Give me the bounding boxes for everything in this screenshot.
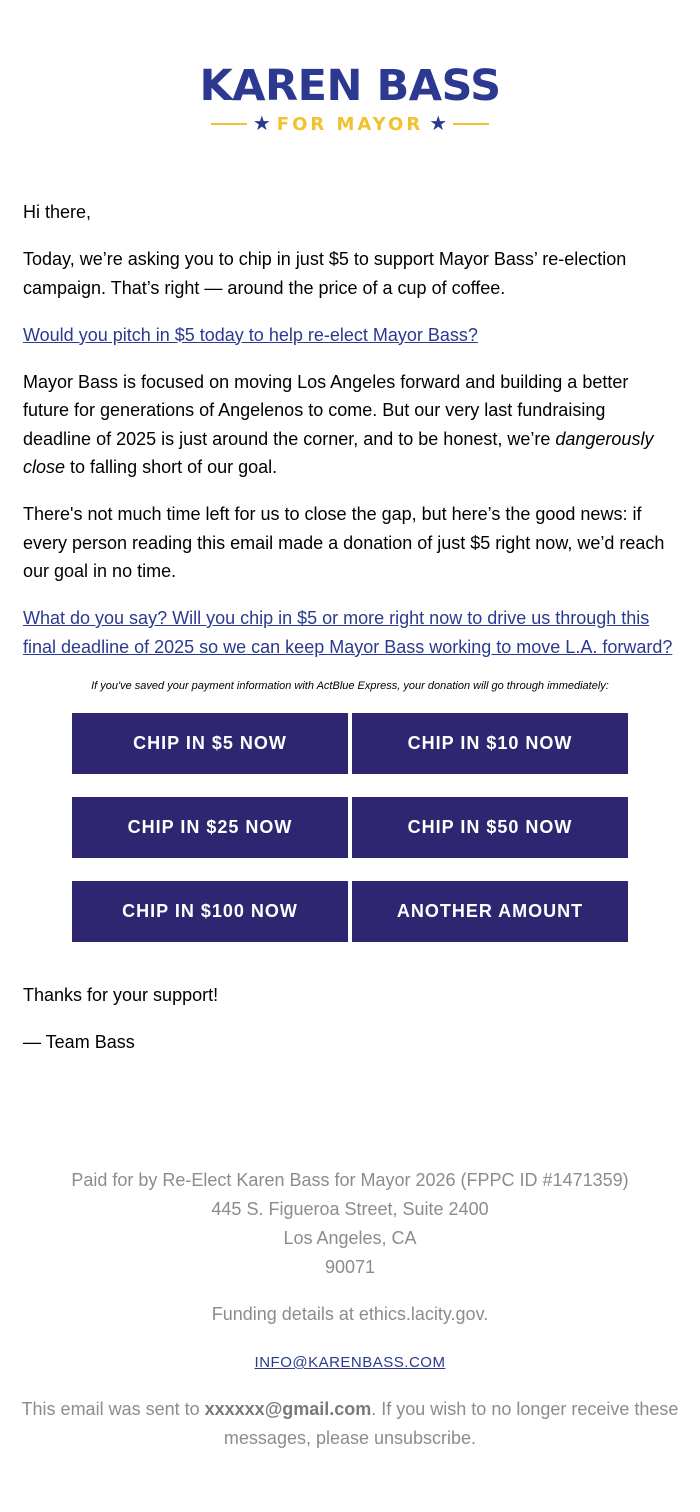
zip-code: 90071	[324, 1257, 376, 1277]
chip-in-10-button[interactable]: CHIP IN $10 NOW	[352, 713, 628, 774]
unsubscribe-text[interactable]: . If you wish to no longer receive these messages, please unsubscribe.	[223, 1399, 679, 1448]
greeting: Hi there,	[23, 202, 92, 222]
deadline-emphasis: dangerously close	[23, 428, 654, 477]
paid-for-disclaimer: Paid for by Re-Elect Karen Bass for Mayor 2026 (FPPC ID #1471359)	[71, 1170, 629, 1190]
logo-rule-right	[453, 123, 489, 125]
email-footer	[0, 1166, 700, 1453]
chip-in-100-button[interactable]: CHIP IN $100 NOW	[72, 881, 348, 942]
recipient-notice	[0, 1395, 700, 1453]
another-amount-button[interactable]: ANOTHER AMOUNT	[352, 881, 628, 942]
signoff-line: — Team Bass	[23, 1031, 135, 1052]
good-news-paragraph: There's not much time left for us to close the gap, but here’s the good news: if every person reading this email made a donation of just $5 right now, we’d reach our goal in no time.	[23, 504, 665, 581]
deadline-text-end: to falling short of our goal.	[65, 457, 278, 477]
donation-button-grid	[72, 713, 628, 942]
logo-rule-left	[211, 123, 247, 125]
chip-in-50-button[interactable]: CHIP IN $50 NOW	[352, 797, 628, 858]
chip-in-25-button[interactable]: CHIP IN $25 NOW	[72, 797, 348, 858]
address-line-2: Los Angeles, CA	[283, 1228, 417, 1248]
logo-name: KAREN BASS	[199, 61, 501, 111]
address-line-1: 445 S. Figueroa Street, Suite 2400	[211, 1199, 489, 1219]
contact-email-row	[0, 1347, 700, 1377]
campaign-logo	[0, 60, 700, 136]
closing-section	[23, 981, 218, 1074]
recipient-email: xxxxxx@gmail.com	[204, 1399, 372, 1419]
donate-link-paragraph-2	[23, 604, 675, 661]
donate-link-primary[interactable]: Would you pitch in $5 today to help re-elect Mayor Bass?	[23, 324, 478, 345]
donate-link-paragraph	[23, 321, 675, 350]
logo-subtitle: FOR MAYOR	[276, 113, 424, 135]
contact-email-link[interactable]: INFO@KARENBASS.COM	[254, 1354, 446, 1371]
intro-paragraph: Today, we’re asking you to chip in just $5 to support Mayor Bass’ re-election campaign. That’s right — around the price of a cup of coffee.	[23, 249, 627, 298]
star-icon: ★	[252, 113, 271, 135]
deadline-paragraph	[23, 368, 675, 482]
donate-link-secondary[interactable]: What do you say? Will you chip in $5 or more right now to drive us through this final deadline of 2025 so we can keep Mayor Bass working to move L.A. forward?	[23, 608, 673, 657]
thanks-line: Thanks for your support!	[23, 985, 219, 1005]
logo-subtitle-row	[0, 112, 700, 136]
email-body	[23, 198, 675, 680]
recipient-notice-prefix: This email was sent to	[21, 1399, 205, 1419]
star-icon: ★	[429, 113, 448, 135]
deadline-text-start: Mayor Bass is focused on moving Los Angeles forward and building a better future for generations of Angelenos to come. But our very last fundraising deadline of 2025 is just around the corner, and to be honest, we’re	[23, 371, 629, 449]
actblue-express-note: If you've saved your payment information with ActBlue Express, your donation will go through immediately:	[91, 680, 609, 692]
chip-in-5-button[interactable]: CHIP IN $5 NOW	[72, 713, 348, 774]
funding-details: Funding details at ethics.lacity.gov.	[211, 1304, 489, 1324]
